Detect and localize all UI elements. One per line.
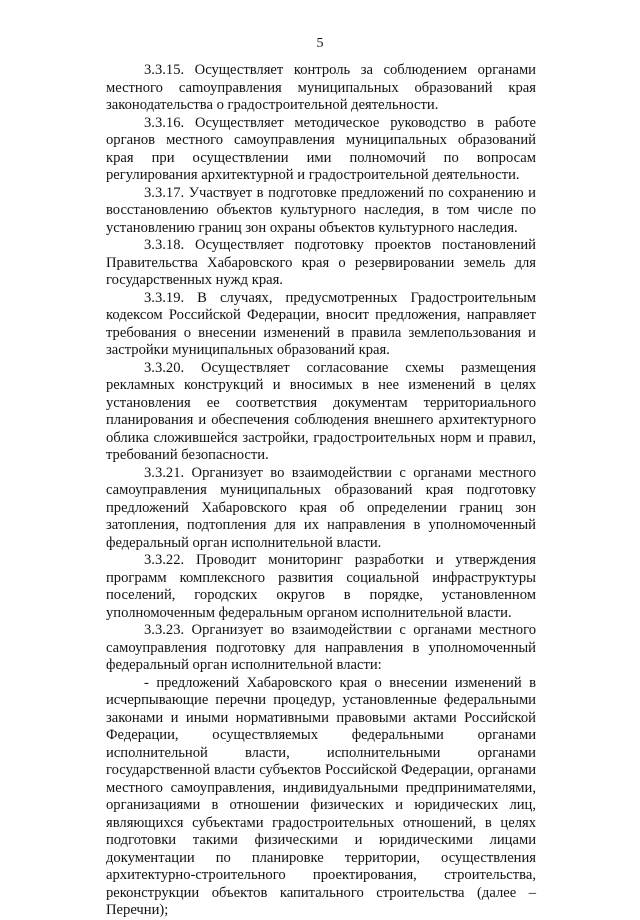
- paragraph-3-3-15: 3.3.15. Осуществляет контроль за соблюдением органами местного саmоуправления муниципальных образований края законодательства о градостроительной деятельности.: [106, 62, 536, 113]
- paragraph-3-3-20: 3.3.20. Осуществляет согласование схемы размещения рекламных конструкций и вносимых в нее изменений в целях установления ее соответствия документам территориального планирования и обеспечения соблюдения внешнего архитектурного облика сложившейся застройки, градостроительных норм и правил, требований безопасности.: [106, 359, 536, 463]
- paragraph-3-3-16: 3.3.16. Осуществляет методическое руководство в работе органов местного самоуправления муниципальных образований края при осуществлении ими полномочий по вопросам регулирования архитектурной и градостроительной деятельности.: [106, 114, 536, 183]
- paragraph-3-3-23: 3.3.23. Организует во взаимодействии с органами местного самоуправления подготовку для направления в уполномоченный федеральный орган исполнительной власти:: [106, 622, 536, 673]
- paragraph-3-3-21: 3.3.21. Организует во взаимодействии с органами местного самоуправления муниципальных образований края подготовку предложений Хабаровского края об определении границ зон затопления, подтопления для их направления в уполномоченный федеральный орган исполнительной власти.: [106, 464, 536, 551]
- paragraph-3-3-22: 3.3.22. Проводит мониторинг разработки и утверждения программ комплексного развития социальной инфраструктуры поселений, городских округов в порядке, установленном уполномоченным федеральным органом исполнительной власти.: [106, 552, 536, 621]
- paragraph-3-3-17: 3.3.17. Участвует в подготовке предложений по сохранению и восстановлению объектов культурного наследия, в том числе по установлению границ зон охраны объектов культурного наследия.: [106, 184, 536, 236]
- list-item-proposals: - предложений Хабаровского края о внесении изменений в исчерпывающие перечни процедур, установленные федеральными законами и иными нормативными правовыми актами Российской Федерации, осуществляемых федеральными органами исполнительной власти, исполнительными органами государственной власти субъектов Российской Федерации, органами местного самоуправления, индивидуальными предпринимателями, организациями в отношении физических и юридических лиц, являющихся субъектами градостроительных отношений, в целях подготовки такими физическими и юридическими лицами документации по планировке территории, осуществления архитектурно-строительного проектирования, строительства, реконструкции объектов капитального строительства (далее – Перечни);: [106, 674, 536, 918]
- document-body: [106, 62, 536, 920]
- paragraph-3-3-19: 3.3.19. В случаях, предусмотренных Градостроительным кодексом Российской Федерации, вносит предложения, направляет требования о внесении изменений в правила землепользования и застройки муниципальных образований края.: [106, 289, 536, 358]
- page-number: 5: [316, 36, 324, 51]
- paragraph-3-3-18: 3.3.18. Осуществляет подготовку проектов постановлений Правительства Хабаровского края о резервировании земель для государственных нужд края.: [106, 237, 536, 288]
